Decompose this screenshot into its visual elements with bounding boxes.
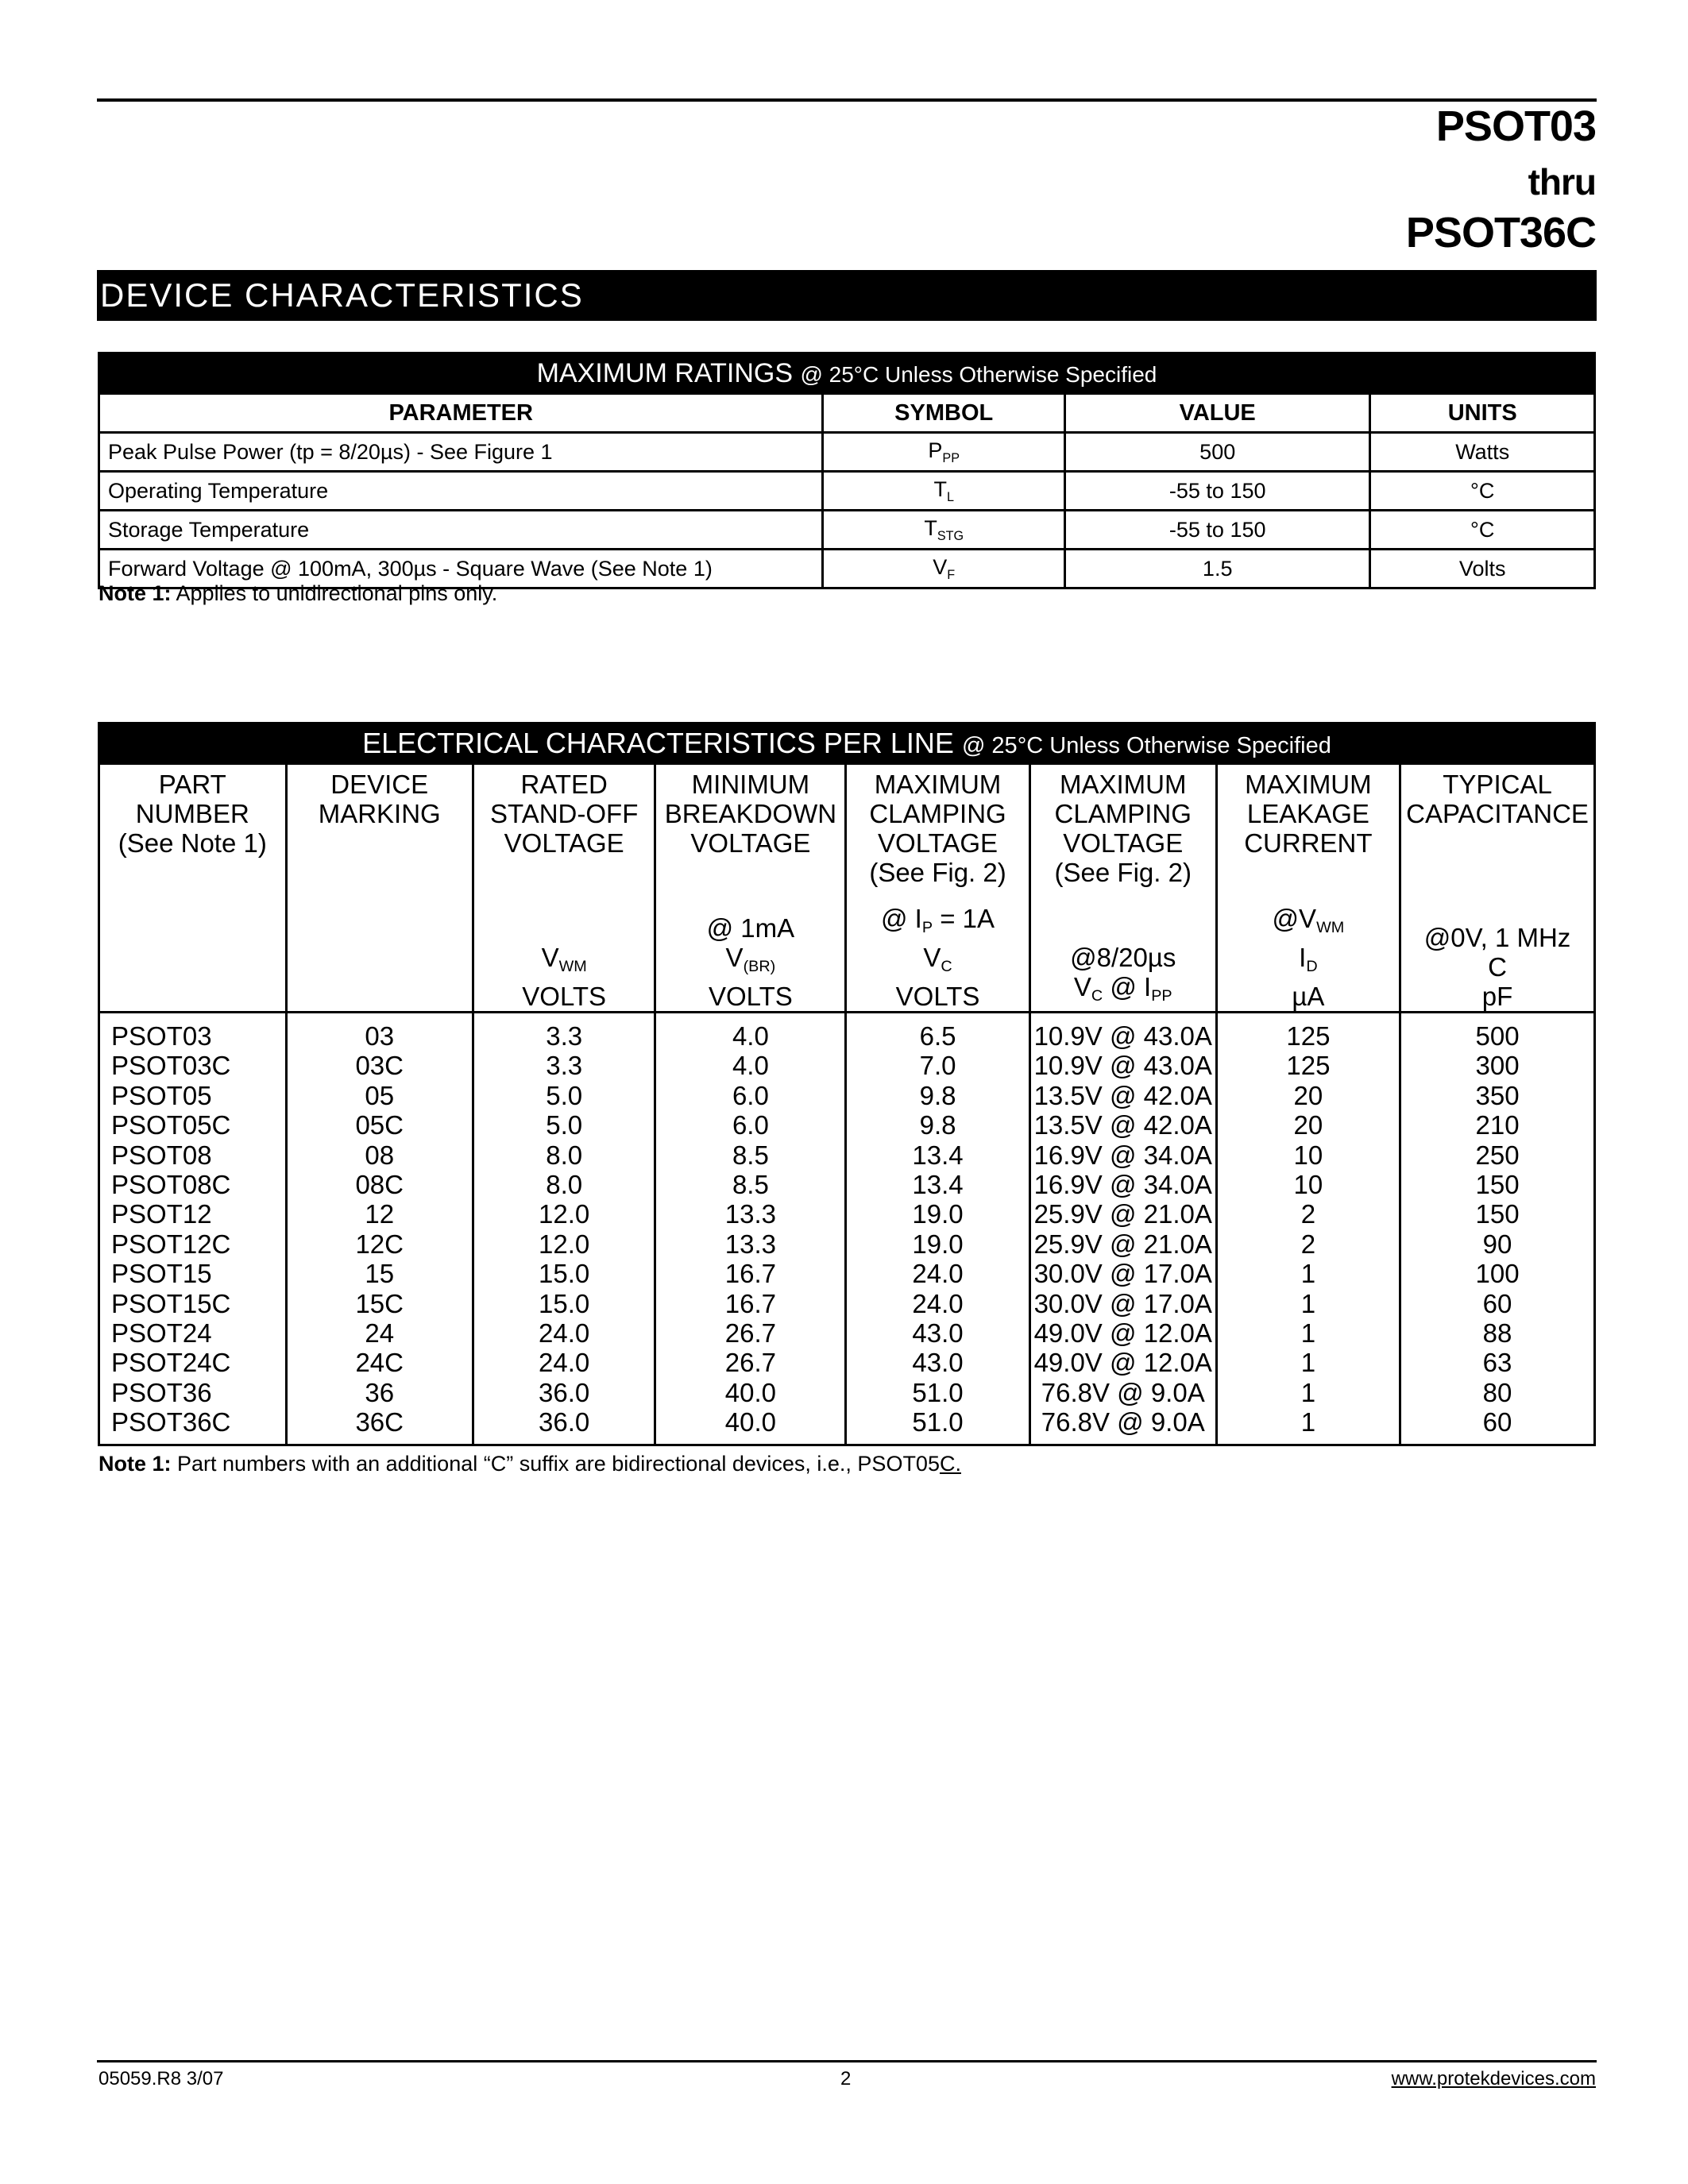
- capacitance-column: [1400, 1013, 1595, 1445]
- maximum-ratings-table: [98, 352, 1596, 589]
- clamping-voltage-1a-value: 24.0: [912, 1288, 964, 1318]
- leakage-current-value: 1: [1300, 1348, 1316, 1378]
- capacitance-value: 80: [1482, 1377, 1512, 1407]
- electrical-header: [99, 723, 1595, 764]
- units-cell: Volts: [1370, 550, 1595, 588]
- capacitance-value: 100: [1475, 1259, 1520, 1289]
- part-number-value: PSOT08: [111, 1140, 212, 1170]
- clamping-voltage-1a-value: 13.4: [912, 1140, 964, 1170]
- part-number-value: PSOT12C: [111, 1229, 231, 1259]
- standoff-voltage-value: 24.0: [539, 1348, 590, 1378]
- device-marking-value: 08C: [355, 1170, 404, 1200]
- breakdown-voltage-value: 4.0: [732, 1021, 769, 1051]
- breakdown-voltage-value: 26.7: [724, 1318, 776, 1349]
- device-marking-value: 08: [365, 1140, 395, 1170]
- clamping-voltage-ipp-value: 16.9V @ 34.0A: [1033, 1170, 1212, 1200]
- clamping-voltage-1a-value: 6.5: [919, 1021, 956, 1051]
- col-header-units: UNITS: [1370, 394, 1595, 433]
- leakage-current-value: 10: [1293, 1170, 1323, 1200]
- capacitance-value: 88: [1482, 1318, 1512, 1349]
- capacitance-value: 60: [1482, 1407, 1512, 1437]
- max-ratings-condition: @ 25°C Unless Otherwise Specified: [800, 361, 1157, 387]
- clamping-voltage-ipp-value: 16.9V @ 34.0A: [1033, 1140, 1212, 1170]
- table-row: [99, 472, 1595, 511]
- leakage-current-value: 1: [1300, 1318, 1316, 1349]
- value-cell: -55 to 150: [1065, 472, 1370, 511]
- part-number-value: PSOT24: [111, 1318, 212, 1349]
- clamping-voltage-1a-value: 19.0: [912, 1229, 964, 1259]
- symbol-cell: $V_F$: [823, 550, 1065, 588]
- standoff-voltage-value: 15.0: [539, 1288, 590, 1318]
- device-marking-value: 36: [365, 1377, 395, 1407]
- leakage-current-value: 10: [1293, 1140, 1323, 1170]
- part-number-value: PSOT36: [111, 1377, 212, 1407]
- leakage-current-value: 1: [1300, 1259, 1316, 1289]
- device-marking-value: 15: [365, 1259, 395, 1289]
- part-number-value: PSOT15: [111, 1259, 212, 1289]
- clamping-voltage-ipp-value: 49.0V @ 12.0A: [1033, 1318, 1212, 1349]
- electrical-column-headers: [99, 764, 1595, 1013]
- breakdown-voltage-value: 16.7: [724, 1259, 776, 1289]
- part-number-value: PSOT03C: [111, 1051, 231, 1081]
- standoff-voltage-value: 3.3: [546, 1021, 583, 1051]
- table-row: [99, 433, 1595, 472]
- col-header-clamping-voltage-ipp: MAXIMUM CLAMPING VOLTAGE (See Fig. 2) @8/20µs $V_C$ @ $I_{PP}$: [1029, 764, 1216, 1013]
- clamping-voltage-1a-value: 51.0: [912, 1407, 964, 1437]
- leakage-current-value: 2: [1300, 1229, 1316, 1259]
- parameter-cell: Forward Voltage @ 100mA, 300µs - Square Wave (See Note 1): [99, 550, 823, 588]
- max-ratings-title: MAXIMUM RATINGS: [536, 357, 793, 388]
- col-header-device-marking: DEVICE MARKING: [286, 764, 473, 1013]
- standoff-voltage-value: 5.0: [546, 1110, 583, 1140]
- standoff-voltage-value: 3.3: [546, 1051, 583, 1081]
- clamping-voltage-ipp-value: 49.0V @ 12.0A: [1033, 1348, 1212, 1378]
- col-header-leakage-current: MAXIMUM LEAKAGE CURRENT $@V_{WM}$ $I_D$ µA: [1216, 764, 1400, 1013]
- clamping-voltage-ipp-value: 10.9V @ 43.0A: [1033, 1051, 1212, 1081]
- max-ratings-note: Note 1: Applies to unidirectional pins only.: [98, 581, 498, 605]
- standoff-voltage-value: 5.0: [546, 1080, 583, 1110]
- col-header-clamping-voltage-1a: MAXIMUM CLAMPING VOLTAGE (See Fig. 2) @ $I_P = 1A$ $V_C$ VOLTS: [846, 764, 1029, 1013]
- capacitance-value: 210: [1475, 1110, 1520, 1140]
- leakage-current-value: 1: [1300, 1377, 1316, 1407]
- units-cell: Watts: [1370, 433, 1595, 472]
- electrical-note: Note 1: Part numbers with an additional “C” suffix are bidirectional devices, i.e., PSOT05C.: [98, 1452, 961, 1476]
- part-number-value: PSOT05: [111, 1080, 212, 1110]
- electrical-title: ELECTRICAL CHARACTERISTICS PER LINE: [362, 727, 954, 759]
- col-header-breakdown-voltage: MINIMUM BREAKDOWN VOLTAGE @ 1mA $V_{(BR)}$ VOLTS: [655, 764, 846, 1013]
- clamping-voltage-1a-value: 7.0: [919, 1051, 956, 1081]
- device-marking-value: 03C: [355, 1051, 404, 1081]
- capacitance-value: 150: [1475, 1170, 1520, 1200]
- col-header-capacitance: TYPICAL CAPACITANCE @0V, 1 MHz C pF: [1400, 764, 1595, 1013]
- standoff-voltage-value: 12.0: [539, 1199, 590, 1229]
- capacitance-value: 300: [1475, 1051, 1520, 1081]
- clamping-voltage-1a-value: 19.0: [912, 1199, 964, 1229]
- leakage-current-value: 125: [1286, 1051, 1331, 1081]
- breakdown-voltage-value: 16.7: [724, 1288, 776, 1318]
- standoff-voltage-value: 36.0: [539, 1377, 590, 1407]
- capacitance-value: 350: [1475, 1080, 1520, 1110]
- section-title-bar: [97, 270, 1597, 321]
- breakdown-voltage-value: 8.5: [732, 1140, 769, 1170]
- col-header-part-number: PART NUMBER (See Note 1): [99, 764, 287, 1013]
- clamping-voltage-1a-value: 24.0: [912, 1259, 964, 1289]
- device-marking-value: 36C: [355, 1407, 404, 1437]
- part-number-value: PSOT24C: [111, 1348, 231, 1378]
- parameter-cell: Operating Temperature: [99, 472, 823, 511]
- footer-page-number: 2: [840, 2068, 852, 2089]
- clamping-voltage-ipp-value: 76.8V @ 9.0A: [1041, 1377, 1205, 1407]
- leakage-current-value: 20: [1293, 1110, 1323, 1140]
- breakdown-voltage-value: 40.0: [724, 1407, 776, 1437]
- standoff-voltage-value: 36.0: [539, 1407, 590, 1437]
- clamping-voltage-ipp-value: 10.9V @ 43.0A: [1033, 1021, 1212, 1051]
- electrical-data-body: [99, 1013, 1595, 1445]
- leakage-current-value: 1: [1300, 1407, 1316, 1437]
- symbol-cell: $T_L$: [823, 472, 1065, 511]
- standoff-voltage-column: [473, 1013, 655, 1445]
- device-marking-value: 05C: [355, 1110, 404, 1140]
- capacitance-value: 150: [1475, 1199, 1520, 1229]
- table-row: [99, 511, 1595, 550]
- clamping-voltage-ipp-value: 25.9V @ 21.0A: [1033, 1229, 1212, 1259]
- clamping-voltage-ipp-value: 30.0V @ 17.0A: [1033, 1259, 1212, 1289]
- clamping-voltage-ipp-value: 76.8V @ 9.0A: [1041, 1407, 1205, 1437]
- clamping-voltage-ipp-value: 13.5V @ 42.0A: [1033, 1110, 1212, 1140]
- leakage-current-column: [1216, 1013, 1400, 1445]
- footer-doc-id: 05059.R8 3/07: [98, 2068, 224, 2089]
- units-cell: °C: [1370, 472, 1595, 511]
- part-number-value: PSOT12: [111, 1199, 212, 1229]
- col-header-value: VALUE: [1065, 394, 1370, 433]
- breakdown-voltage-value: 40.0: [724, 1377, 776, 1407]
- symbol-cell: $P_{PP}$: [823, 433, 1065, 472]
- part-number-value: PSOT03: [111, 1021, 212, 1051]
- bottom-rule: [97, 2060, 1597, 2062]
- breakdown-voltage-value: 26.7: [724, 1348, 776, 1378]
- clamping-voltage-1a-column: [846, 1013, 1029, 1445]
- symbol-cell: $T_{STG}$: [823, 511, 1065, 550]
- parameter-cell: Storage Temperature: [99, 511, 823, 550]
- value-cell: 1.5: [1065, 550, 1370, 588]
- device-marking-column: [286, 1013, 473, 1445]
- section-title: DEVICE CHARACTERISTICS: [100, 276, 584, 314]
- clamping-voltage-1a-value: 43.0: [912, 1348, 964, 1378]
- electrical-condition: @ 25°C Unless Otherwise Specified: [961, 733, 1331, 758]
- part-number-value: PSOT36C: [111, 1407, 231, 1437]
- device-marking-value: 12: [365, 1199, 395, 1229]
- leakage-current-value: 125: [1286, 1021, 1331, 1051]
- part-number-value: PSOT05C: [111, 1110, 231, 1140]
- max-ratings-column-headers: [99, 394, 1595, 433]
- part-number-value: PSOT08C: [111, 1170, 231, 1200]
- breakdown-voltage-value: 6.0: [732, 1110, 769, 1140]
- part-title-last: PSOT36C: [1405, 209, 1596, 257]
- standoff-voltage-value: 15.0: [539, 1259, 590, 1289]
- col-header-parameter: PARAMETER: [99, 394, 823, 433]
- part-title-thru: thru: [1528, 161, 1596, 203]
- clamping-voltage-1a-value: 13.4: [912, 1170, 964, 1200]
- value-cell: -55 to 150: [1065, 511, 1370, 550]
- device-marking-value: 12C: [355, 1229, 404, 1259]
- capacitance-value: 90: [1482, 1229, 1512, 1259]
- leakage-current-value: 20: [1293, 1080, 1323, 1110]
- breakdown-voltage-value: 13.3: [724, 1199, 776, 1229]
- breakdown-voltage-value: 6.0: [732, 1080, 769, 1110]
- electrical-characteristics-table: [98, 722, 1596, 1446]
- col-header-standoff-voltage: RATED STAND-OFF VOLTAGE $V_{WM}$ VOLTS: [473, 764, 655, 1013]
- device-marking-value: 24: [365, 1318, 395, 1349]
- part-number-column: [99, 1013, 287, 1445]
- clamping-voltage-ipp-value: 13.5V @ 42.0A: [1033, 1080, 1212, 1110]
- standoff-voltage-value: 8.0: [546, 1140, 583, 1170]
- leakage-current-value: 2: [1300, 1199, 1316, 1229]
- clamping-voltage-1a-value: 9.8: [919, 1080, 956, 1110]
- part-title-first: PSOT03: [1435, 102, 1596, 150]
- footer-website-link[interactable]: www.protekdevices.com: [1391, 2068, 1596, 2089]
- units-cell: °C: [1370, 511, 1595, 550]
- capacitance-value: 250: [1475, 1140, 1520, 1170]
- col-header-symbol: SYMBOL: [823, 394, 1065, 433]
- standoff-voltage-value: 24.0: [539, 1318, 590, 1349]
- clamping-voltage-1a-value: 9.8: [919, 1110, 956, 1140]
- breakdown-voltage-value: 8.5: [732, 1170, 769, 1200]
- standoff-voltage-value: 8.0: [546, 1170, 583, 1200]
- leakage-current-value: 1: [1300, 1288, 1316, 1318]
- clamping-voltage-1a-value: 51.0: [912, 1377, 964, 1407]
- clamping-voltage-1a-value: 43.0: [912, 1318, 964, 1349]
- breakdown-voltage-value: 13.3: [724, 1229, 776, 1259]
- device-marking-value: 24C: [355, 1348, 404, 1378]
- device-marking-value: 05: [365, 1080, 395, 1110]
- value-cell: 500: [1065, 433, 1370, 472]
- clamping-voltage-ipp-value: 30.0V @ 17.0A: [1033, 1288, 1212, 1318]
- device-marking-value: 15C: [355, 1288, 404, 1318]
- capacitance-value: 63: [1482, 1348, 1512, 1378]
- breakdown-voltage-column: [655, 1013, 846, 1445]
- part-number-value: PSOT15C: [111, 1288, 231, 1318]
- max-ratings-header: [99, 353, 1595, 394]
- parameter-cell: Peak Pulse Power (tp = 8/20µs) - See Figure 1: [99, 433, 823, 472]
- breakdown-voltage-value: 4.0: [732, 1051, 769, 1081]
- capacitance-value: 500: [1475, 1021, 1520, 1051]
- clamping-voltage-ipp-column: [1029, 1013, 1216, 1445]
- top-rule: [97, 98, 1597, 102]
- clamping-voltage-ipp-value: 25.9V @ 21.0A: [1033, 1199, 1212, 1229]
- standoff-voltage-value: 12.0: [539, 1229, 590, 1259]
- device-marking-value: 03: [365, 1021, 395, 1051]
- capacitance-value: 60: [1482, 1288, 1512, 1318]
